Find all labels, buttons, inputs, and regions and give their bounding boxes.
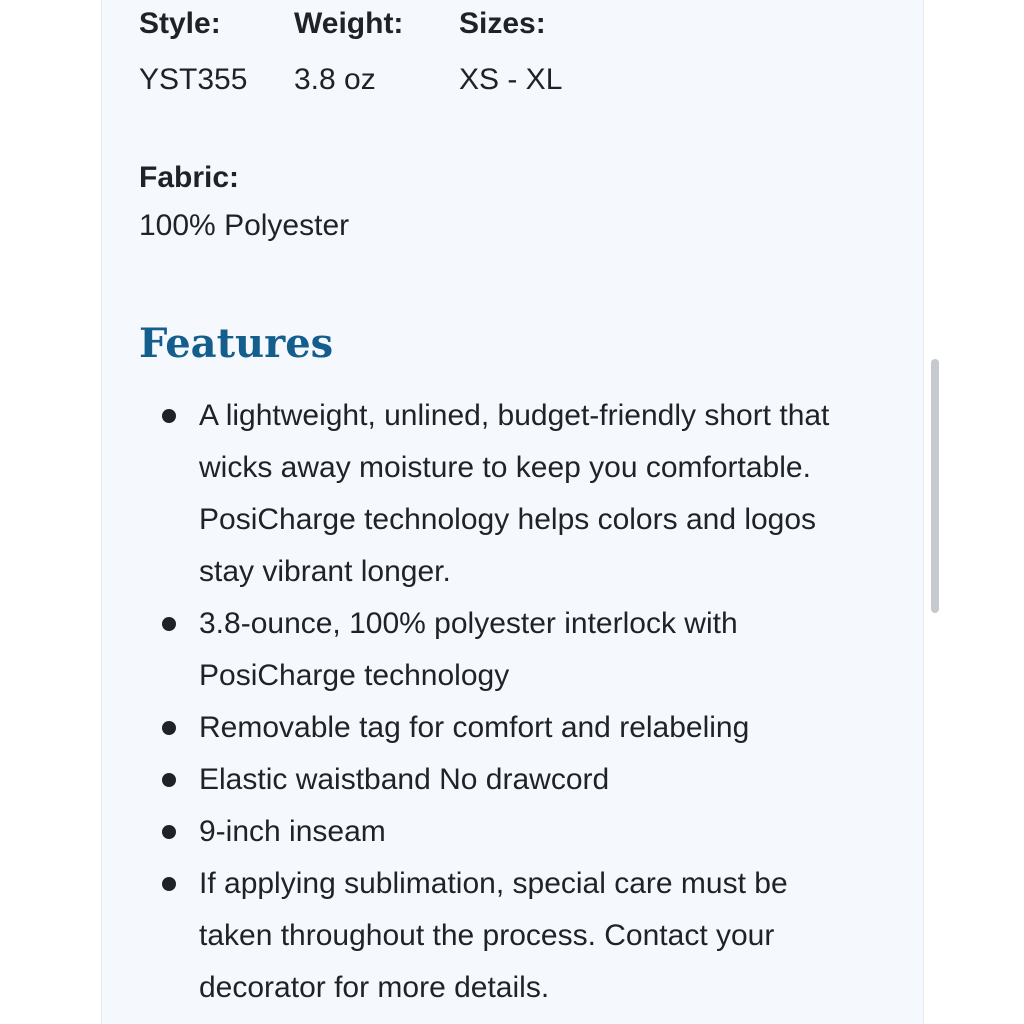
bullet-icon: [162, 877, 176, 891]
feature-item: [162, 598, 862, 702]
feature-item-text: Removable tag for comfort and relabeling: [199, 711, 750, 744]
feature-item: [162, 806, 862, 858]
feature-item-text: Elastic waistband No drawcord: [199, 763, 610, 796]
bullet-icon: [162, 825, 176, 839]
spec-sizes-value: XS - XL: [459, 63, 563, 96]
spec-fabric-label: Fabric:: [139, 161, 240, 194]
feature-item: [162, 702, 862, 754]
spec-weight: [294, 0, 403, 104]
feature-item: [162, 390, 862, 598]
spec-fabric: [139, 154, 349, 250]
feature-item: [162, 858, 862, 1014]
spec-sizes: [459, 0, 562, 104]
spec-style: [139, 0, 247, 104]
feature-item-text: 9-inch inseam: [199, 815, 386, 848]
features-heading: Features: [139, 320, 334, 367]
feature-item: [162, 754, 862, 806]
spec-sizes-label: Sizes:: [459, 7, 546, 40]
bullet-icon: [162, 409, 176, 423]
spec-fabric-value: 100% Polyester: [139, 209, 350, 242]
features-list: [162, 390, 862, 1014]
feature-item-text: If applying sublimation, special care must be taken throughout the process. Contact your decorator for more details.: [199, 867, 788, 1004]
spec-weight-value: 3.8 oz: [294, 63, 376, 96]
spec-weight-label: Weight:: [294, 7, 404, 40]
scrollbar-thumb[interactable]: [931, 359, 939, 613]
bullet-icon: [162, 773, 176, 787]
feature-item-text: 3.8-ounce, 100% polyester interlock with PosiCharge technology: [199, 607, 738, 692]
spec-style-label: Style:: [139, 7, 221, 40]
feature-item-text: A lightweight, unlined, budget-friendly short that wicks away moisture to keep you comfortable. PosiCharge technology helps colors and logos stay vibrant longer.: [199, 399, 830, 588]
bullet-icon: [162, 721, 176, 735]
spec-style-value: YST355: [139, 63, 248, 96]
bullet-icon: [162, 617, 176, 631]
product-details-panel: [101, 0, 924, 1024]
